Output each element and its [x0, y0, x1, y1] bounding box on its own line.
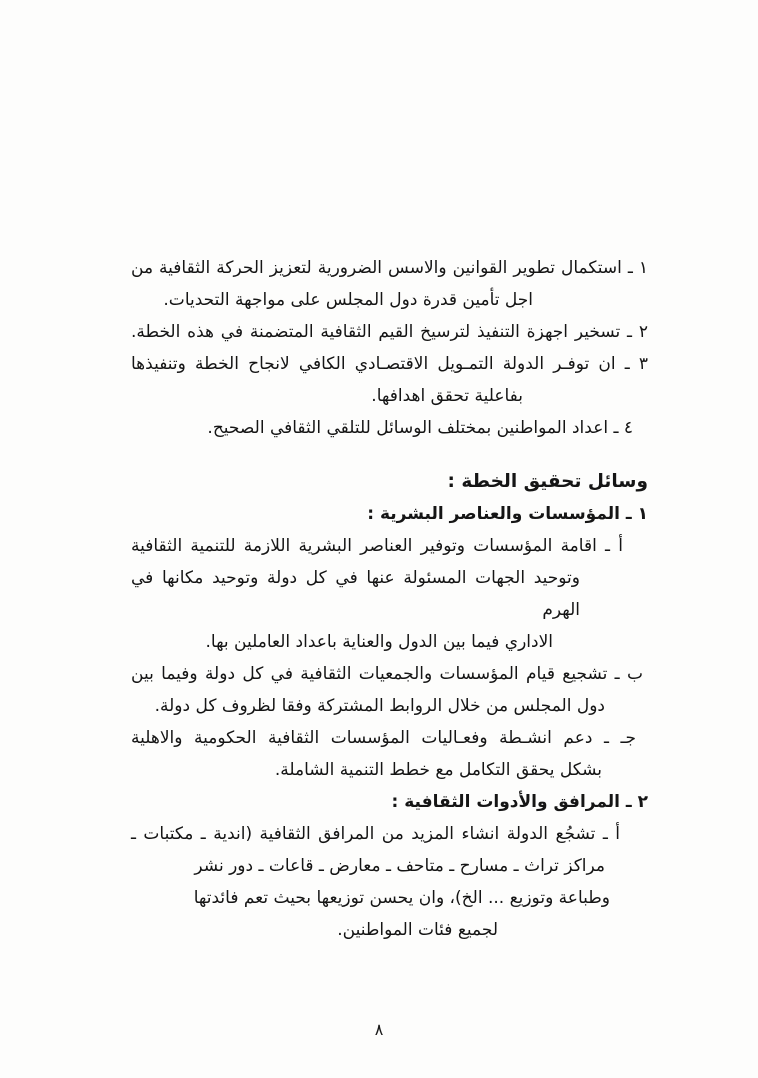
- page-number: ٨: [374, 1020, 384, 1039]
- objective-line: اجل تأمين قدرة دول المجلس على مواجهة التحديات.: [163, 290, 533, 310]
- subitem-line: وطباعة وتوزيع ... الخ)، وان يحسن توزيعها بحيث تعم فائدتها: [193, 888, 610, 908]
- objective-line: ١ ـ استكمال تطوير القوانين والاسس الضرورية لتعزيز الحركة الثقافية من: [131, 258, 648, 278]
- subitem-line: الاداري فيما بين الدول والعناية باعداد العاملين بها.: [205, 632, 553, 652]
- subitem-line: ب ـ تشجيع قيام المؤسسات والجمعيات الثقافية في كل دولة وفيما بين: [131, 664, 643, 684]
- subitem-line: بشكل يحقق التكامل مع خطط التنمية الشاملة.: [274, 760, 602, 780]
- subitem-line: أ ـ تشجُع الدولة انشاء المزيد من المرافق الثقافية (اندية ـ مكتبات ـ: [131, 824, 620, 844]
- subitem-line: مراكز تراث ـ مسارح ـ متاحف ـ معارض ـ قاعات ـ دور نشر: [194, 856, 605, 876]
- subitem-line: وتوحيد الجهات المسئولة عنها في كل دولة وتوحيد مكانها في الهرم: [131, 568, 580, 620]
- objective-line: ٣ ـ ان توفـر الدولة التمـويل الاقتصـادي الكافي لانجاح الخطة وتنفيذها: [131, 354, 648, 374]
- section-title: ٢ ـ المرافق والأدوات الثقافية :: [391, 792, 648, 812]
- objective-line: ٤ ـ اعداد المواطنين بمختلف الوسائل للتلقي الثقافي الصحيح.: [207, 418, 633, 438]
- subitem-line: جـ ـ دعم انشـطة وفعـاليات المؤسسات الثقافية الحكومية والاهلية: [131, 728, 636, 748]
- objective-line: بفاعلية تحقق اهدافها.: [371, 386, 523, 406]
- subitem-line: أ ـ اقامة المؤسسات وتوفير العناصر البشرية اللازمة للتنمية الثقافية: [131, 536, 623, 556]
- section-title: ١ ـ المؤسسات والعناصر البشرية :: [367, 504, 648, 524]
- document-text: [131, 252, 648, 946]
- subitem-line: لجميع فئات المواطنين.: [337, 920, 498, 940]
- means-heading: وسائل تحقيق الخطة :: [447, 471, 648, 492]
- subitem-line: دول المجلس من خلال الروابط المشتركة وفقا لظروف كل دولة.: [154, 696, 605, 716]
- objective-line: ٢ ـ تسخير اجهزة التنفيذ لترسيخ القيم الثقافية المتضمنة في هذه الخطة.: [131, 322, 648, 342]
